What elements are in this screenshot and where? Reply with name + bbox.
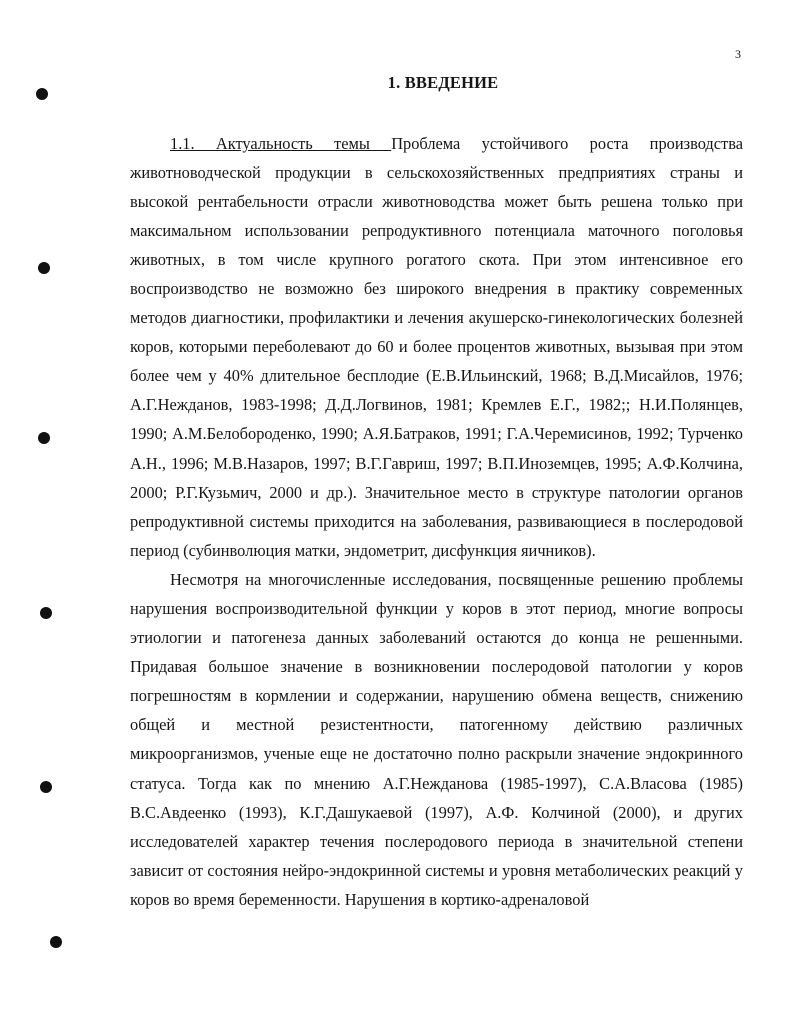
punch-hole-mark bbox=[50, 936, 62, 948]
paragraph-1-text: Проблема устойчивого роста производства животноводческой продукции в сельскохозяйственных предприятиях страны и высокой рентабельности отрасли животноводства может быть решена только при максимальном использовании репродуктивного потенциала маточного поголовья животных, в том числе крупного рогатого скота. При этом интенсивное его воспроизводство не возможно без широкого внедрения в практику современных методов диагностики, профилактики и лечения акушерско-гинекологических болезней коров, которыми переболевают до 60 и более процентов животных, вызывая при этом более чем у 40% длительное бесплодие (Е.В.Ильинский, 1968; В.Д.Мисайлов, 1976; А.Г.Нежданов, 1983-1998; Д.Д.Логвинов, 1981; Кремлев Е.Г., 1982;; Н.И.Полянцев, 1990; А.М.Белобороденко, 1990; А.Я.Батраков, 1991; Г.А.Черемисинов, 1992; Турченко А.Н., 1996; М.В.Назаров, 1997; В.Г.Гавриш, 1997; В.П.Иноземцев, 1995; А.Ф.Колчина, 2000; Р.Г.Кузьмич, 2000 и др.). Значительное место в структуре патологии органов репродуктивной системы приходится на заболевания, развивающиеся в послеродовой период (субинволюция матки, эндометрит, дисфункция яичников). bbox=[130, 134, 744, 560]
page-number: 3 bbox=[735, 47, 741, 61]
punch-hole-mark bbox=[38, 432, 50, 444]
punch-hole-mark bbox=[40, 781, 52, 793]
punch-hole-mark bbox=[38, 262, 50, 274]
document-body bbox=[130, 129, 743, 914]
punch-hole-mark bbox=[36, 88, 48, 100]
paragraph-2: Несмотря на многочисленные исследования, посвященные решению проблемы нарушения воспроизводительной функции у коров в этот период, многие вопросы этиологии и патогенеза данных заболеваний остаются до конца не решенными. Придавая большое значение в возникновении послеродовой патологии у коров погрешностям в кормлении и содержании, нарушению обмена веществ, снижению общей и местной резистентности, патогенному действию различных микроорганизмов, ученые еще не достаточно полно раскрыли значение эндокринного статуса. Тогда как по мнению А.Г.Нежданова (1985-1997), С.А.Власова (1985) В.С.Авдеенко (1993), К.Г.Дашукаевой (1997), А.Ф. Колчиной (2000), и других исследователей характер течения послеродового периода в значительной степени зависит от состояния нейро-эндокринной системы и уровня метаболических реакций у коров во время беременности. Нарушения в кортико-адреналовой bbox=[130, 570, 743, 909]
page-title: 1. ВВЕДЕНИЕ bbox=[387, 73, 499, 92]
section-heading: 1.1. Актуальность темы bbox=[170, 134, 392, 153]
punch-hole-mark bbox=[40, 607, 52, 619]
paragraph-1 bbox=[130, 129, 743, 565]
